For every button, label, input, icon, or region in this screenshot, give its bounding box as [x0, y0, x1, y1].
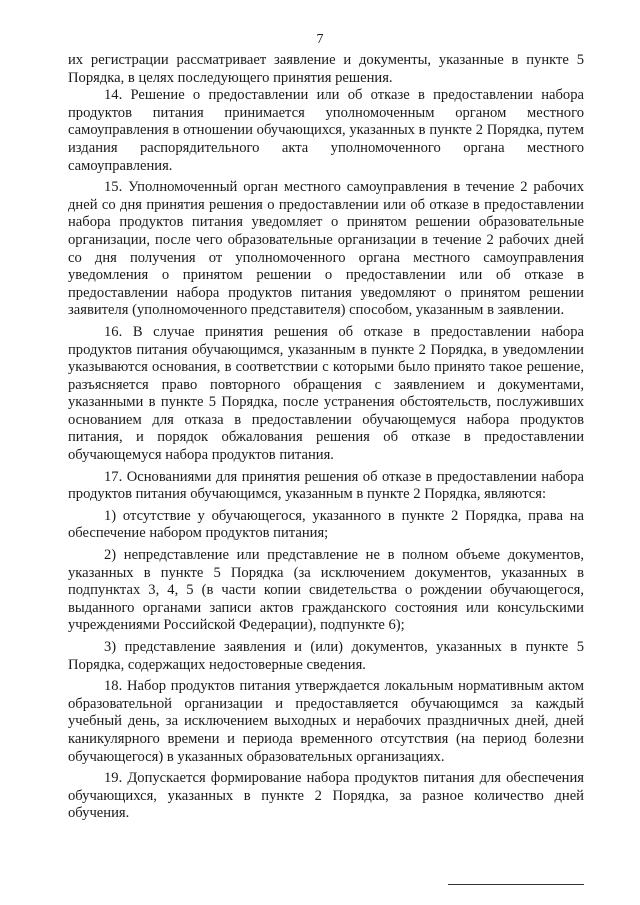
- paragraph-15: 15. Уполномоченный орган местного самоуправления в течение 2 рабочих дней со дня принятия решения о предоставлении или об отказе в предоставлении набора продуктов питания уведомляет о принятом решении образовательные организации, после чего образовательные организации в течение 2 рабочих дней со дня получения от уполномоченного органа местного самоуправления уведомления о принятом решении о предоставлении или об отказе в предоставлении набора продуктов питания уведомляют о принятом решении заявителя (уполномоченного представителя) способом, указанным в заявлении.: [68, 179, 584, 319]
- paragraph-19: 19. Допускается формирование набора продуктов питания для обеспечения обучающихся, указанных в пункте 2 Порядка, за разное количество дней обучения.: [68, 770, 584, 822]
- paragraph-18: 18. Набор продуктов питания утверждается локальным нормативным актом образовательной организации и предоставляется обучающимся за каждый учебный день, за исключением выходных и нерабочих праздничных дней, дней каникулярного времени и периода временного отсутствия (на период болезни обучающегося) в указанных образовательных организациях.: [68, 678, 584, 765]
- paragraph-continuation: их регистрации рассматривает заявление и документы, указанные в пункте 5 Порядка, в целях последующего принятия решения.: [68, 52, 584, 86]
- page-number: 7: [316, 32, 324, 47]
- paragraph-16: 16. В случае принятия решения об отказе в предоставлении набора продуктов питания обучающимся, указанным в пункте 2 Порядка, в уведомлении указываются основания, в соответствии с которыми было принято такое решение, разъясняется право повторного обращения с заявлением и документами, указанными в пункте 5 Порядка, после устранения обстоятельств, послуживших основанием для отказа в предоставлении обучающемуся набора продуктов питания, и порядок обжалования решения об отказе в предоставлении обучающемуся набора продуктов питания.: [68, 323, 584, 464]
- paragraph-17-item-3: 3) представление заявления и (или) документов, указанных в пункте 5 Порядка, содержащих недостоверные сведения.: [68, 639, 584, 673]
- paragraph-14: 14. Решение о предоставлении или об отказе в предоставлении набора продуктов питания принимается уполномоченным органом местного самоуправления в отношении обучающихся, указанных в пункте 2 Порядка, путем издания распорядительного акта уполномоченного органа местного самоуправления.: [68, 87, 584, 174]
- paragraph-17-item-2: 2) непредставление или представление не в полном объеме документов, указанных в пункте 5 Порядка (за исключением документов, указанных в подпунктах 3, 4, 5 (в части копии свидетельства о рождении обучающегося, выданного органами записи актов гражданского состояния или консульскими учреждениями Российской Федерации), подпункте 6);: [68, 547, 584, 634]
- footer-divider: [448, 884, 584, 885]
- document-body: [68, 52, 584, 823]
- paragraph-17: 17. Основаниями для принятия решения об отказе в предоставлении набора продуктов питания обучающимся, указанным в пункте 2 Порядка, являются:: [68, 468, 584, 503]
- paragraph-17-item-1: 1) отсутствие у обучающегося, указанного в пункте 2 Порядка, права на обеспечение набором продуктов питания;: [68, 507, 584, 542]
